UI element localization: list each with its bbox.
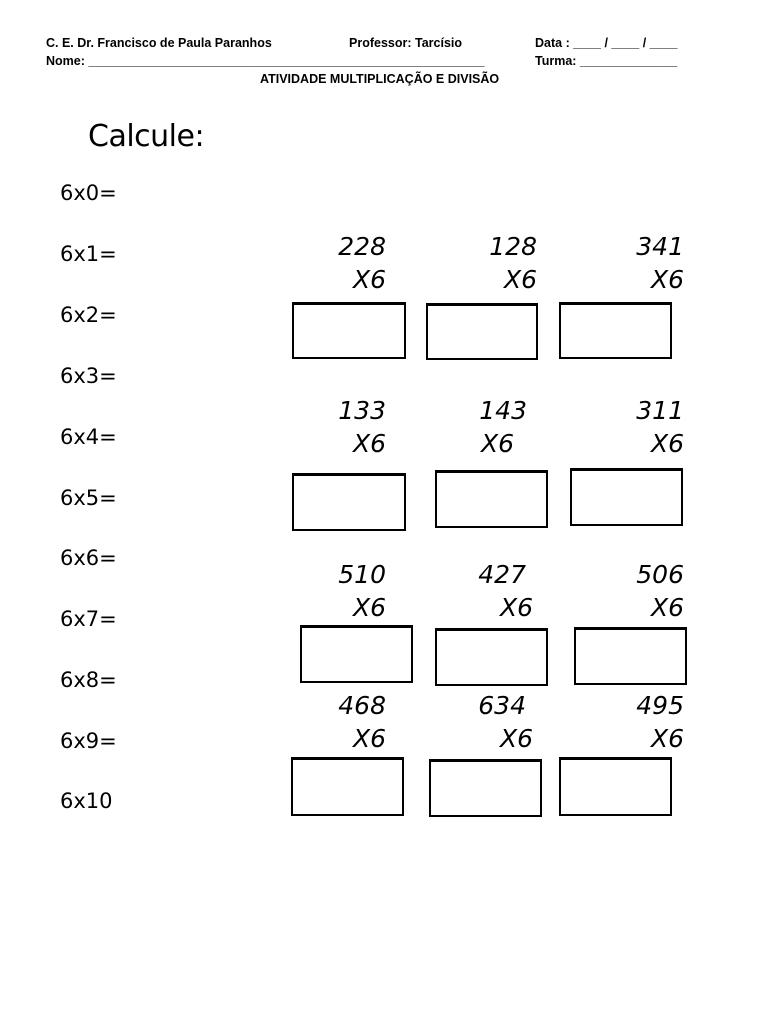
table-fact: 6x10 <box>60 789 113 813</box>
answer-box[interactable] <box>559 302 672 359</box>
table-fact: 6x5= <box>60 486 117 510</box>
table-fact: 6x7= <box>60 607 117 631</box>
problem-multiplier: X6 <box>352 593 386 622</box>
problem-number: 228 <box>338 232 386 261</box>
answer-box[interactable] <box>292 302 406 359</box>
problem-number: 143 <box>479 396 527 425</box>
instruction-heading: Calcule: <box>88 119 205 154</box>
answer-box[interactable] <box>429 759 542 817</box>
problem-number: 133 <box>338 396 386 425</box>
problem-multiplier: X6 <box>480 429 514 458</box>
class-field[interactable]: Turma: ______________ <box>535 54 678 68</box>
problem-multiplier: X6 <box>352 265 386 294</box>
problem-number: 495 <box>636 691 684 720</box>
problem-multiplier: X6 <box>352 429 386 458</box>
table-fact: 6x0= <box>60 181 117 205</box>
problem-number: 506 <box>636 560 684 589</box>
problem-multiplier: X6 <box>352 724 386 753</box>
answer-box[interactable] <box>570 468 683 526</box>
activity-title: ATIVIDADE MULTIPLICAÇÃO E DIVISÃO <box>260 72 500 86</box>
problem-number: 311 <box>636 396 684 425</box>
problem-number: 341 <box>636 232 684 261</box>
answer-box[interactable] <box>435 470 548 528</box>
problem-number: 634 <box>478 691 526 720</box>
problem-multiplier: X6 <box>503 265 537 294</box>
answer-box[interactable] <box>435 628 548 686</box>
table-fact: 6x2= <box>60 303 117 327</box>
teacher-label: Professor: Tarcísio <box>349 36 463 50</box>
table-fact: 6x6= <box>60 546 117 570</box>
problem-number: 510 <box>338 560 386 589</box>
answer-box[interactable] <box>292 473 406 531</box>
answer-box[interactable] <box>426 303 538 360</box>
problem-multiplier: X6 <box>650 724 684 753</box>
table-fact: 6x9= <box>60 729 117 753</box>
answer-box[interactable] <box>291 757 404 816</box>
table-fact: 6x1= <box>60 242 117 266</box>
name-field[interactable]: Nome: _________________________________________________________ <box>46 54 485 68</box>
answer-box[interactable] <box>559 757 672 816</box>
date-field[interactable]: Data : ____ / ____ / ____ <box>535 36 678 50</box>
table-fact: 6x8= <box>60 668 117 692</box>
problem-multiplier: X6 <box>499 593 533 622</box>
answer-box[interactable] <box>574 627 687 685</box>
problem-multiplier: X6 <box>499 724 533 753</box>
problem-number: 468 <box>338 691 386 720</box>
school-name: C. E. Dr. Francisco de Paula Paranhos <box>46 36 272 50</box>
table-fact: 6x4= <box>60 425 117 449</box>
answer-box[interactable] <box>300 625 413 683</box>
problem-multiplier: X6 <box>650 429 684 458</box>
problem-number: 427 <box>478 560 526 589</box>
problem-multiplier: X6 <box>650 265 684 294</box>
problem-multiplier: X6 <box>650 593 684 622</box>
table-fact: 6x3= <box>60 364 117 388</box>
problem-number: 128 <box>489 232 537 261</box>
